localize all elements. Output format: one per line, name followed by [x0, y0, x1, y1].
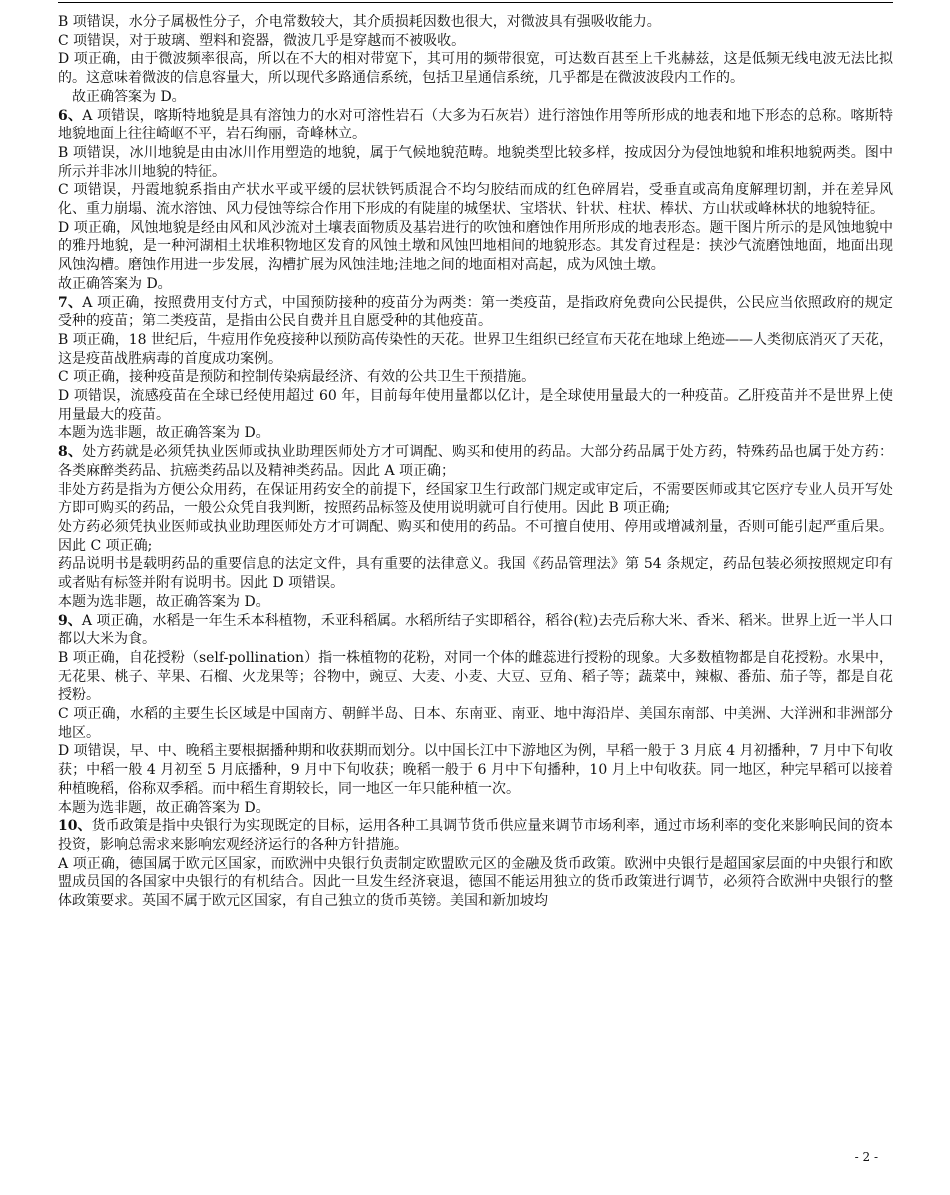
question-number: 7、	[58, 294, 83, 311]
paragraph-text: 本题为选非题，故正确答案为 D。	[58, 593, 270, 610]
explanation-paragraph	[58, 368, 893, 387]
paragraph-text: B 项错误，水分子属极性分子，介电常数较大，其介质损耗因数也很大，对微波具有强吸收能力。	[58, 14, 661, 30]
explanation-paragraph	[58, 855, 893, 911]
explanation-paragraph	[58, 387, 893, 424]
paragraph-text: C 项错误，对于玻璃、塑料和瓷器，微波几乎是穿越而不被吸收。	[58, 32, 466, 49]
question-number: 8、	[58, 444, 83, 461]
explanation-paragraph	[58, 481, 893, 518]
question-explanation-start	[58, 294, 893, 331]
question-explanation-start	[58, 817, 893, 854]
paragraph-text: A 项正确，水稻是一年生禾本科植物，禾亚科稻属。水稻所结子实即稻谷，稻谷(粒)去壳后称大米、香米、稻米。世界上近一半人口都以大米为食。	[58, 612, 894, 648]
top-rule	[58, 2, 893, 3]
paragraph-text: C 项正确，接种疫苗是预防和控制传染病最经济、有效的公共卫生干预措施。	[58, 369, 536, 386]
paragraph-text: B 项正确，18 世纪后，牛痘用作免疫接种以预防高传染性的天花。世界卫生组织已经宣布天花在地球上绝迹——人类彻底消灭了天花，这是疫苗战胜病毒的首度成功案例。	[58, 331, 893, 367]
question-explanation-start	[58, 612, 893, 649]
explanation-paragraph	[58, 424, 893, 443]
paragraph-text: A 项正确，德国属于欧元区国家，而欧洲中央银行负责制定欧盟欧元区的金融及货币政策。欧洲中央银行是超国家层面的中央银行和欧盟成员国的各国家中央银行的有机结合。因此一旦发生经济衰退，德国不能运用独立的货币政策进行调节，必须符合欧洲中央银行的整体政策要求。英国不属于欧元区国家，有自己独立的货币英镑。美国和新加坡均	[58, 855, 893, 910]
explanation-paragraph	[58, 593, 893, 612]
explanation-paragraph	[58, 13, 893, 32]
paragraph-text: A 项错误，喀斯特地貌是具有溶蚀力的水对可溶性岩石（大多为石灰岩）进行溶蚀作用等所形成的地表和地下形态的总称。喀斯特地貌地面上往往崎岖不平，岩石绚丽，奇峰林立。	[58, 107, 893, 143]
paragraph-text: D 项错误，早、中、晚稻主要根据播种期和收获期而划分。以中国长江中下游地区为例，早稻一般于 3 月底 4 月初播种，7 月中下旬收获；中稻一般 4 月初至 5 月底播种，9 月中下旬收获；晚稻一般于 6 月中下旬播种，10 月上中旬收获。同一地区，种完早稻可以接着种植晚稻，俗称双季稻。而中稻生育期较长，同一地区一年只能种植一次。	[58, 743, 893, 797]
paragraph-text: B 项错误，冰川地貌是由由冰川作用塑造的地貌，属于气候地貌范畴。地貌类型比较多样，按成因分为侵蚀地貌和堆积地貌两类。图中所示并非冰川地貌的特征。	[58, 144, 893, 180]
paragraph-text: 故正确答案为 D。	[58, 275, 172, 292]
explanation-paragraph	[58, 705, 893, 742]
explanation-paragraph	[58, 32, 893, 51]
explanation-paragraph	[58, 742, 893, 798]
paragraph-text: C 项错误，丹霞地貌系指由产状水平或平缓的层状铁钙质混合不均匀胶结而成的红色碎屑岩，受垂直或高角度解理切割，并在差异风化、重力崩塌、流水溶蚀、风力侵蚀等综合作用下形成的有陡崖的城堡状、宝塔状、针状、柱状、棒状、方山状或峰林状的地貌特征。	[58, 182, 893, 218]
question-explanation-start	[58, 443, 893, 480]
paragraph-text: 处方药必须凭执业医师或执业助理医师处方才可调配、购买和使用的药品。不可擅自使用、停用或增减剂量，否则可能引起严重后果。因此 C 项正确;	[58, 518, 893, 554]
paragraph-text: 药品说明书是载明药品的重要信息的法定文件，具有重要的法律意义。我国《药品管理法》第 54 条规定，药品包装必须按照规定印有或者贴有标签并附有说明书。因此 D 项错误。	[58, 556, 893, 592]
explanation-paragraph	[58, 799, 893, 818]
explanation-paragraph	[58, 181, 893, 218]
explanation-paragraph	[58, 275, 893, 294]
explanation-paragraph	[58, 649, 893, 705]
paragraph-text: 货币政策是指中央银行为实现既定的目标，运用各种工具调节货币供应量来调节市场利率，通过市场利率的变化来影响民间的资本投资，影响总需求来影响宏观经济运行的各种方针措施。	[58, 818, 894, 853]
paragraph-text: 处方药就是必须凭执业医师或执业助理医师处方才可调配、购买和使用的药品。大部分药品属于处方药，特殊药品也属于处方药：各类麻醉类药品、抗癌类药品以及精神类药品。因此 A 项正确；	[58, 444, 893, 479]
explanation-paragraph	[58, 144, 893, 181]
paragraph-text: D 项正确，由于微波频率很高，所以在不大的相对带宽下，其可用的频带很宽，可达数百甚至上千兆赫兹，这是低频无线电波无法比拟的。这意味着微波的信息容量大，所以现代多路通信系统，包括卫星通信系统，几乎都是在微波波段内工作的。	[58, 51, 893, 87]
explanation-paragraph	[58, 88, 893, 107]
explanation-paragraph	[58, 219, 893, 275]
question-number: 9、	[58, 612, 82, 629]
answer-explanation-text	[58, 13, 893, 911]
question-explanation-start	[58, 107, 893, 144]
paragraph-text: C 项正确，水稻的主要生长区域是中国南方、朝鲜半岛、日本、东南亚、南亚、地中海沿岸、美国东南部、中美洲、大洋洲和非洲部分地区。	[58, 706, 893, 741]
paragraph-text: 非处方药是指为方便公众用药，在保证用药安全的前提下，经国家卫生行政部门规定或审定后，不需要医师或其它医疗专业人员开写处方即可购买的药品，一般公众凭自我判断，按照药品标签及使用说明就可自行使用。因此 B 项正确;	[58, 481, 893, 517]
paragraph-text: D 项错误，流感疫苗在全球已经使用超过 60 年，目前每年使用量都以亿计，是全球使用量最大的一种疫苗。乙肝疫苗并不是世界上使用量最大的疫苗。	[58, 388, 893, 423]
paragraph-text: 故正确答案为 D。	[72, 88, 186, 105]
paragraph-text: D 项正确，风蚀地貌是经由风和风沙流对土壤表面物质及基岩进行的吹蚀和磨蚀作用所形成的地表形态。题干图片所示的是风蚀地貌中的雅丹地貌，是一种河湖相土状堆积物地区发育的风蚀土墩和风蚀凹地相间的地貌形态。其发育过程是：挟沙气流磨蚀地面，地面出现风蚀沟槽。磨蚀作用进一步发展，沟槽扩展为风蚀洼地;洼地之间的地面相对高起，成为风蚀土墩。	[58, 219, 893, 274]
page-number: - 2 -	[854, 1150, 878, 1164]
explanation-paragraph	[58, 50, 893, 87]
paragraph-text: 本题为选非题，故正确答案为 D。	[58, 425, 270, 442]
explanation-paragraph	[58, 555, 893, 592]
paragraph-text: 本题为选非题，故正确答案为 D。	[58, 799, 270, 816]
paragraph-text: B 项正确，自花授粉（self-pollination）指一株植物的花粉，对同一个体的雌蕊进行授粉的现象。大多数植物都是自花授粉。水果中，无花果、桃子、苹果、石榴、火龙果等；谷物中，豌豆、大麦、小麦、大豆、豆角、稻子等；蔬菜中，辣椒、番茄、茄子等，都是自花授粉。	[58, 649, 893, 704]
explanation-paragraph	[58, 331, 893, 368]
explanation-paragraph	[58, 518, 893, 555]
question-number: 6、	[58, 107, 83, 124]
paragraph-text: A 项正确，按照费用支付方式，中国预防接种的疫苗分为两类：第一类疫苗，是指政府免费向公民提供，公民应当依照政府的规定受种的疫苗；第二类疫苗，是指由公民自费并且自愿受种的其他疫苗。	[58, 294, 893, 330]
question-number: 10、	[58, 818, 92, 835]
